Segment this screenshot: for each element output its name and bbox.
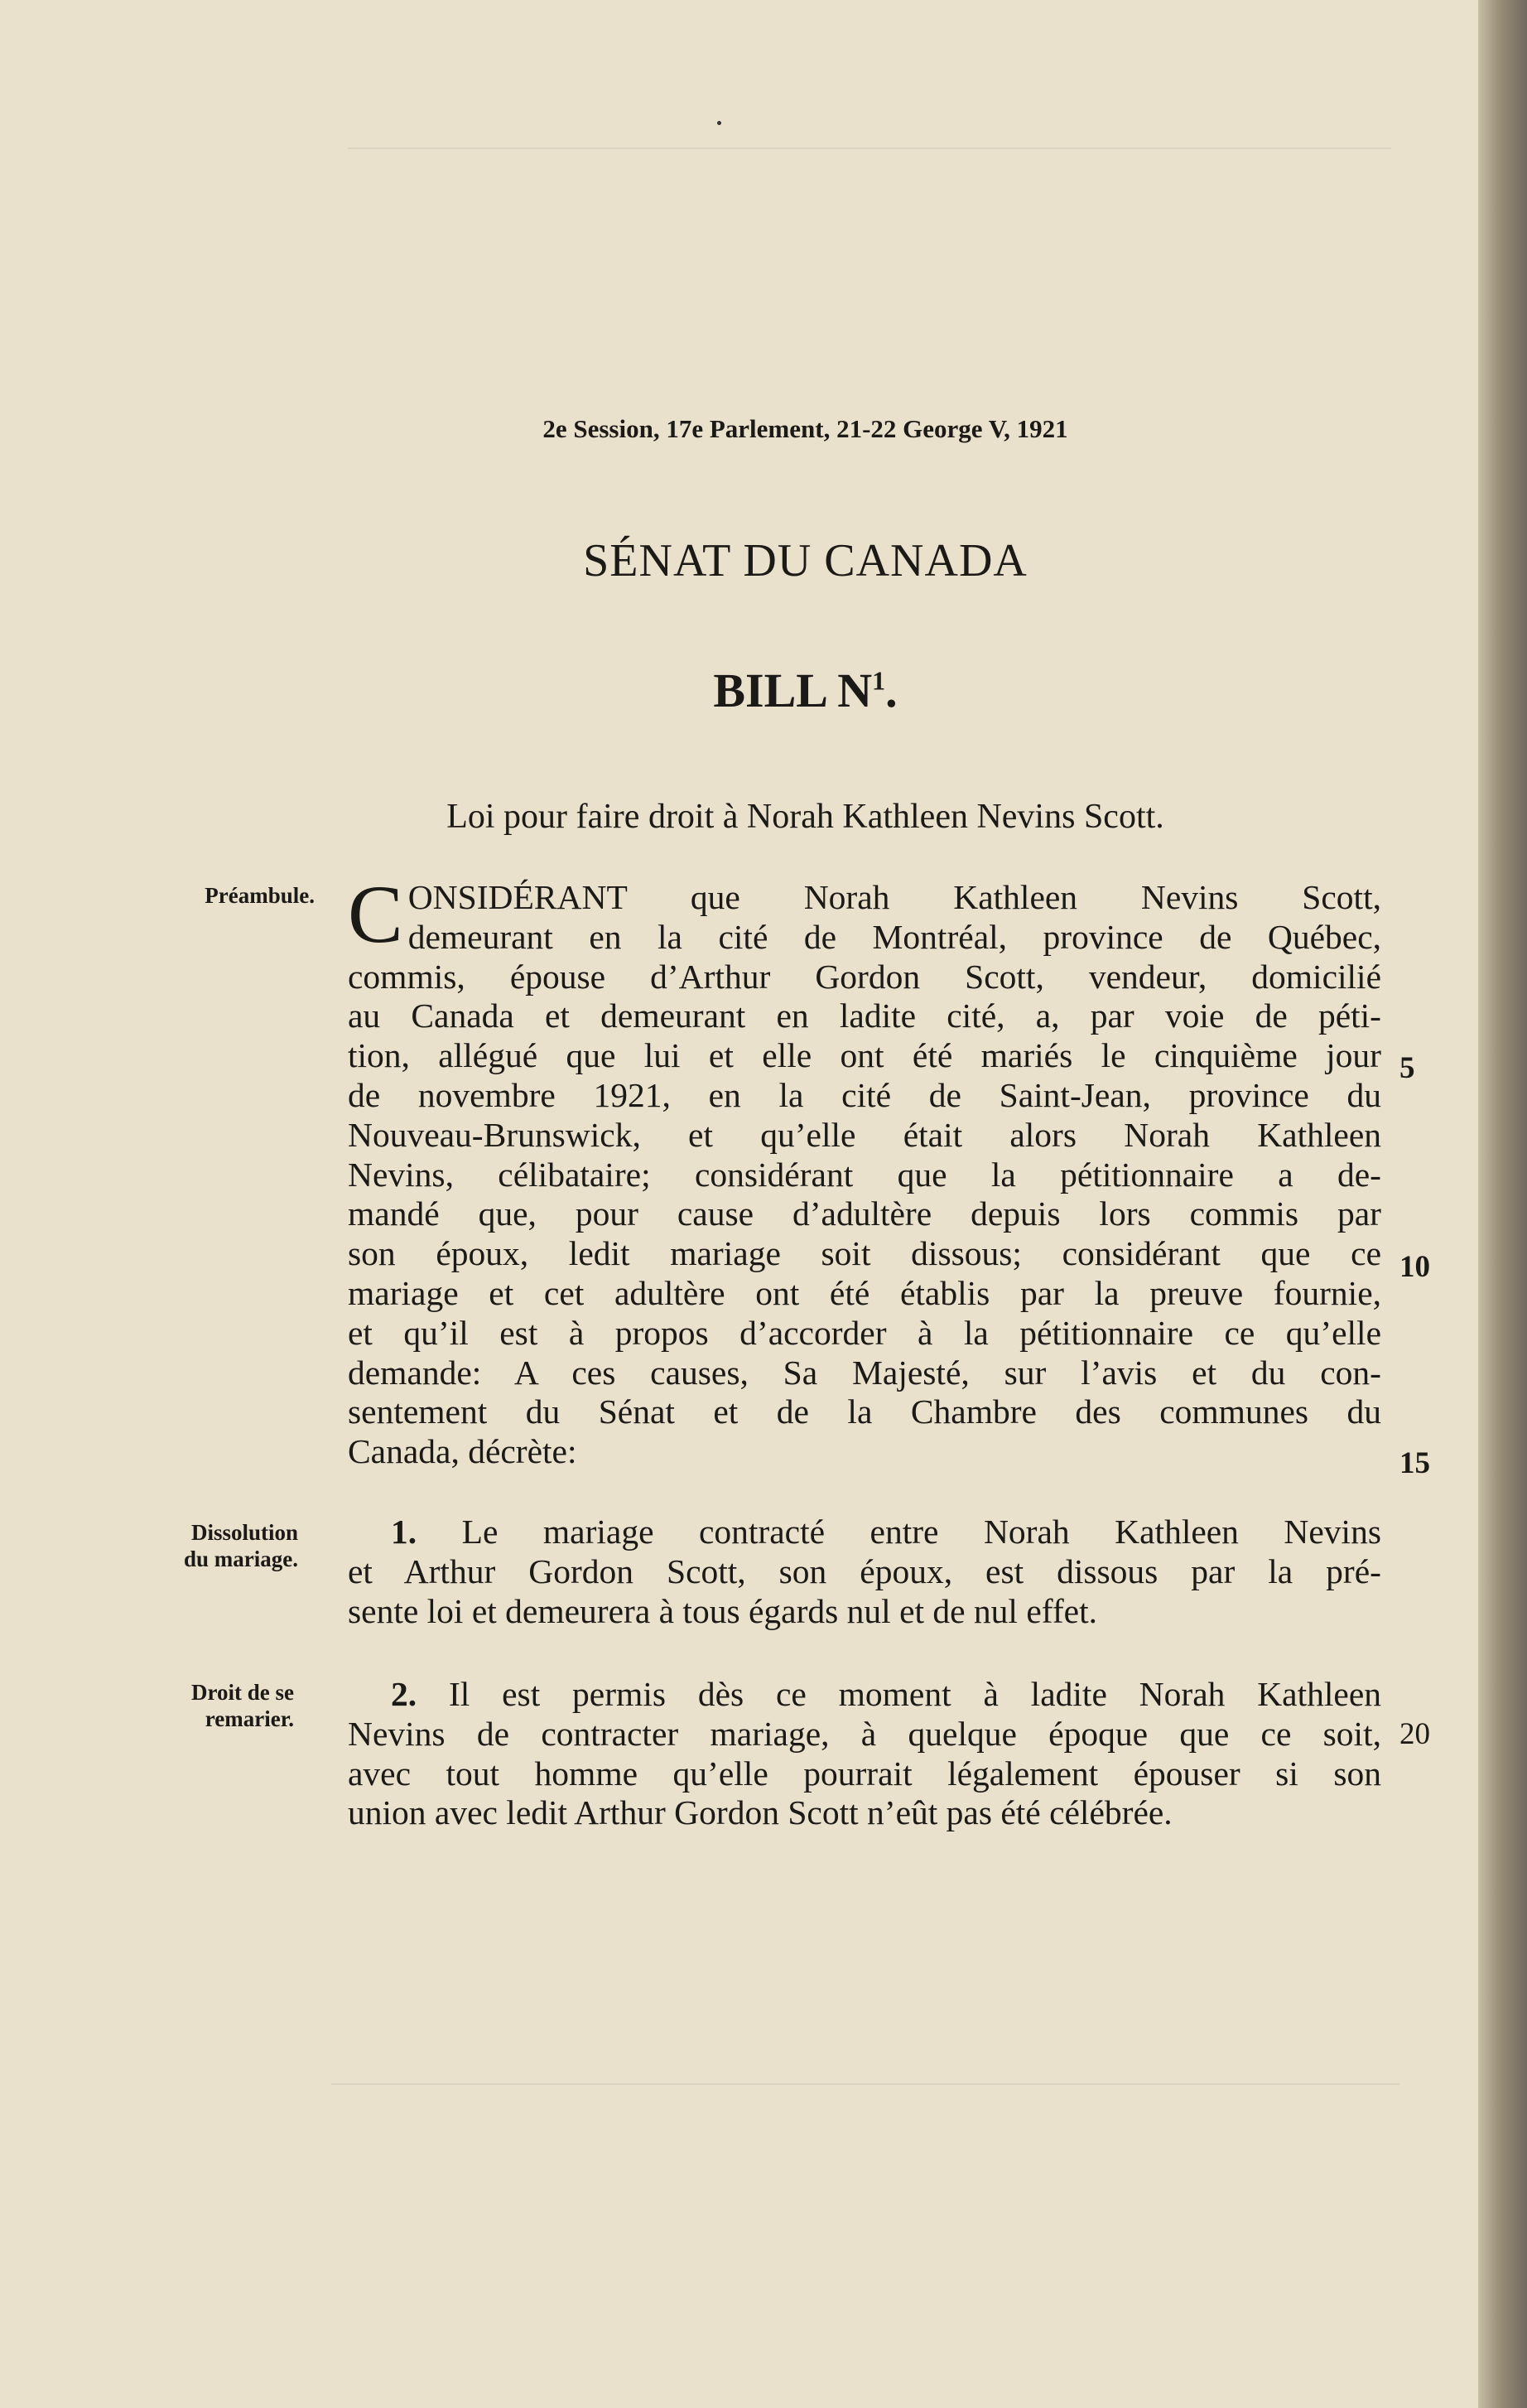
bill-label: BILL N: [713, 664, 873, 717]
section-2-line: Nevins de contracter mariage, à quelque époque que ce soit,: [348, 1714, 1381, 1753]
preamble-line: commis, épouse d’Arthur Gordon Scott, vendeur, domicilié: [348, 957, 1381, 996]
section-1-number: 1.: [391, 1513, 417, 1551]
preamble-line: ONSIDÉRANT que Norah Kathleen Nevins Scott,: [407, 878, 1381, 916]
section-1-line-text: Le mariage contracté entre Norah Kathleen Nevins: [461, 1513, 1381, 1551]
preamble-line: de novembre 1921, en la cité de Saint-Jean, province du: [348, 1075, 1381, 1114]
section-2-line: [348, 1675, 1381, 1715]
section-1-line: sente loi et demeurera à tous égards nul et de nul effet.: [348, 1591, 1097, 1630]
bill-dot: .: [885, 664, 898, 717]
line-number: 20: [1399, 1717, 1430, 1751]
preamble-line: Nevins, célibataire; considérant que la pétitionnaire a de-: [348, 1155, 1381, 1194]
section-2-number: 2.: [391, 1675, 417, 1713]
dropcap: C: [348, 868, 403, 960]
preamble-line: et qu’il est à propos d’accorder à la pétitionnaire ce qu’elle: [348, 1313, 1381, 1352]
section-1: [348, 1513, 1381, 1631]
session-header: 2e Session, 17e Parlement, 21-22 George V, 1921: [542, 414, 1068, 443]
section-2-line-text: Il est permis dès ce moment à ladite Norah Kathleen: [448, 1675, 1382, 1713]
margin-note-remarry-line2: remarier.: [205, 1706, 294, 1731]
preamble-line: Nouveau-Brunswick, et qu’elle était alors Norah Kathleen: [348, 1115, 1381, 1154]
margin-note-remarry: [132, 1679, 294, 1732]
preamble-line: demeurant en la cité de Montréal, province de Québec,: [407, 917, 1381, 956]
section-2-line: union avec ledit Arthur Gordon Scott n’eût pas été célébrée.: [348, 1793, 1173, 1832]
preamble-line: tion, allégué que lui et elle ont été mariés le cinquième jour: [348, 1036, 1381, 1075]
line-number: 5: [1399, 1051, 1415, 1085]
preamble-line: son époux, ledit mariage soit dissous; considérant que ce: [348, 1234, 1381, 1273]
section-2-line: avec tout homme qu’elle pourrait légalement épouser si son: [348, 1754, 1381, 1793]
margin-note-dissolution-line2: du mariage.: [184, 1547, 298, 1571]
line-number: 10: [1399, 1250, 1430, 1284]
bill-title: Loi pour faire droit à Norah Kathleen Nevins Scott.: [446, 798, 1164, 836]
preamble-line: mandé que, pour cause d’adultère depuis lors commis par: [348, 1194, 1381, 1233]
bleed-through-rule: [331, 2083, 1399, 2085]
book-spine-shadow: [1478, 0, 1527, 2408]
preamble-line: au Canada et demeurant en ladite cité, a, par voie de péti-: [348, 996, 1381, 1035]
bill-number: [0, 663, 1478, 718]
margin-note-dissolution: [132, 1519, 298, 1572]
section-2: [348, 1675, 1381, 1833]
preamble-line: sentement du Sénat et de la Chambre des communes du: [348, 1392, 1381, 1431]
preamble-line: mariage et cet adultère ont été établis par la preuve fournie,: [348, 1273, 1381, 1312]
line-number: 15: [1399, 1446, 1430, 1480]
preamble-paragraph: [348, 868, 1381, 1472]
margin-note-remarry-line1: Droit de se: [191, 1680, 294, 1705]
senate-title: SÉNAT DU CANADA: [583, 535, 1028, 586]
ink-dot: [717, 121, 721, 125]
preamble-line: Canada, décrète:: [348, 1432, 577, 1471]
bleed-through-rule: [348, 147, 1391, 149]
section-1-line: [348, 1513, 1381, 1552]
margin-note-preamble: Préambule.: [205, 883, 315, 908]
margin-note-dissolution-line1: Dissolution: [190, 1520, 298, 1545]
preamble-line: demande: A ces causes, Sa Majesté, sur l’avis et du con-: [348, 1353, 1381, 1392]
section-1-line: et Arthur Gordon Scott, son époux, est dissous par la pré-: [348, 1551, 1381, 1590]
bill-superscript: 1: [872, 665, 886, 696]
